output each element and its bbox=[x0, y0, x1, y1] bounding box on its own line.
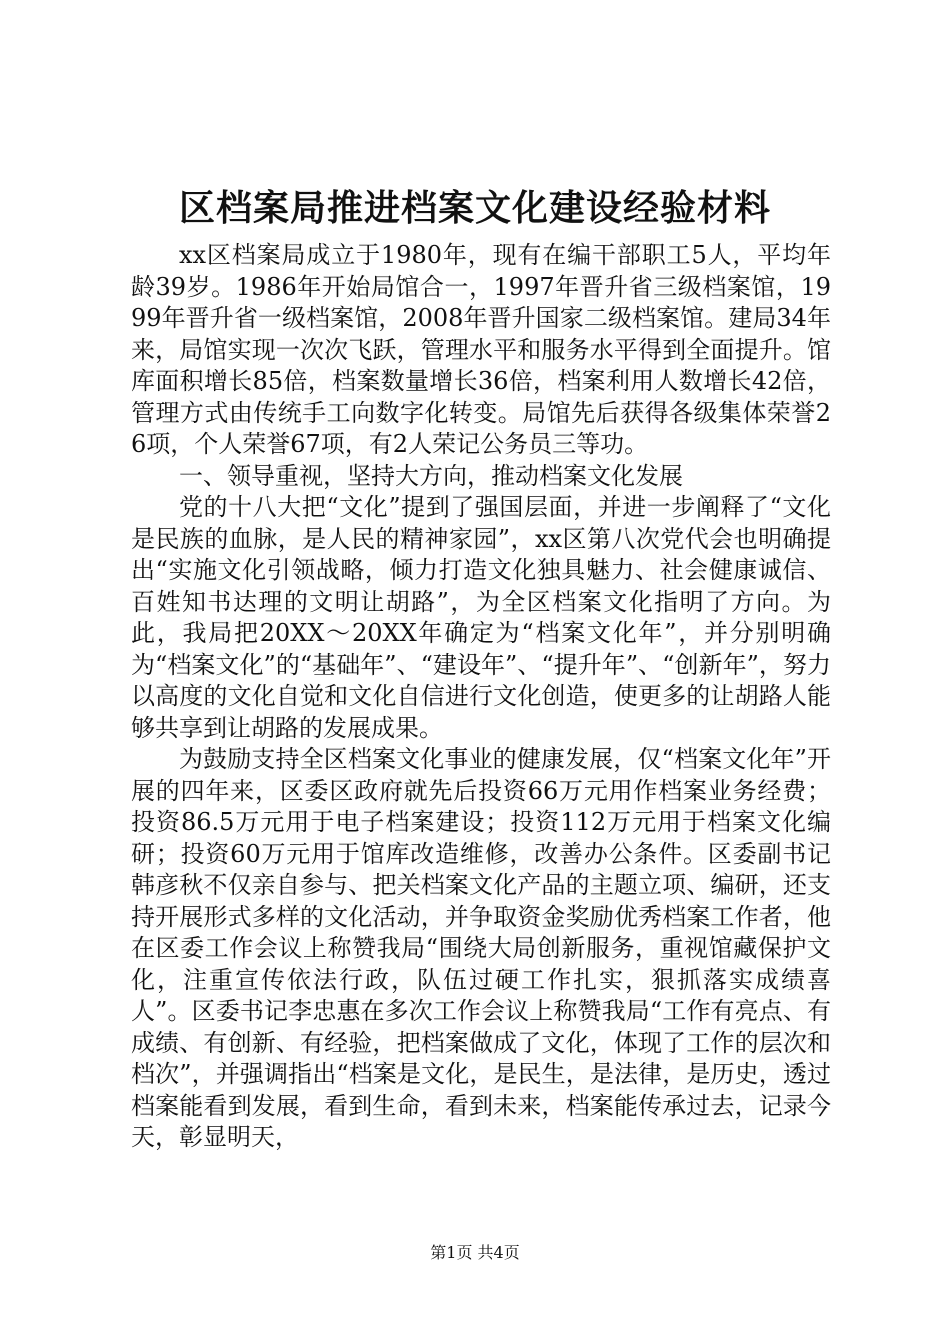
section-heading-1: 一、领导重视，坚持大方向，推动档案文化发展 bbox=[179, 461, 683, 490]
document-body bbox=[131, 240, 831, 1154]
paragraph-intro: xx区档案局成立于1980年，现有在编干部职工5人，平均年龄39岁。1986年开始局馆合一，1997年晋升省三级档案馆，1999年晋升省一级档案馆，2008年晋升国家二级档案馆。建局34年来，局馆实现一次次飞跃，管理水平和服务水平得到全面提升。馆库面积增长85倍，档案数量增长36倍，档案利用人数增长42倍，管理方式由传统手工向数字化转变。局馆先后获得各级集体荣誉26项，个人荣誉67项，有2人荣记公务员三等功。 bbox=[131, 241, 831, 458]
paragraph-investment: 为鼓励支持全区档案文化事业的健康发展，仅“档案文化年”开展的四年来，区委区政府就先后投资66万元用作档案业务经费；投资86.5万元用于电子档案建设；投资112万元用于档案文化编研；投资60万元用于馆库改造维修，改善办公条件。区委副书记韩彦秋不仅亲自参与、把关档案文化产品的主题立项、编研，还支持开展形式多样的文化活动，并争取资金奖励优秀档案工作者，他在区委工作会议上称赞我局“围绕大局创新服务，重视馆藏保护文化，注重宣传依法行政，队伍过硬工作扎实，狠抓落实成绩喜人”。区委书记李忠惠在多次工作会议上称赞我局“工作有亮点、有成绩、有创新、有经验，把档案做成了文化，体现了工作的层次和档次”，并强调指出“档案是文化，是民生，是法律，是历史，透过档案能看到发展，看到生命，看到未来，档案能传承过去，记录今天，彰显明天， bbox=[131, 745, 831, 1151]
paragraph-culture-strategy: 党的十八大把“文化”提到了强国层面，并进一步阐释了“文化是民族的血脉，是人民的精神家园”，xx区第八次党代会也明确提出“实施文化引领战略，倾力打造文化独具魅力、社会健康诚信、百姓知书达理的文明让胡路”，为全区档案文化指明了方向。为此，我局把20XX～20XX年确定为“档案文化年”，并分别明确为“档案文化”的“基础年”、“建设年”、“提升年”、“创新年”，努力以高度的文化自觉和文化自信进行文化创造，使更多的让胡路人能够共享到让胡路的发展成果。 bbox=[131, 493, 831, 742]
page-number-footer: 第1页 共4页 bbox=[430, 1243, 520, 1262]
document-title: 区档案局推进档案文化建设经验材料 bbox=[178, 187, 771, 229]
